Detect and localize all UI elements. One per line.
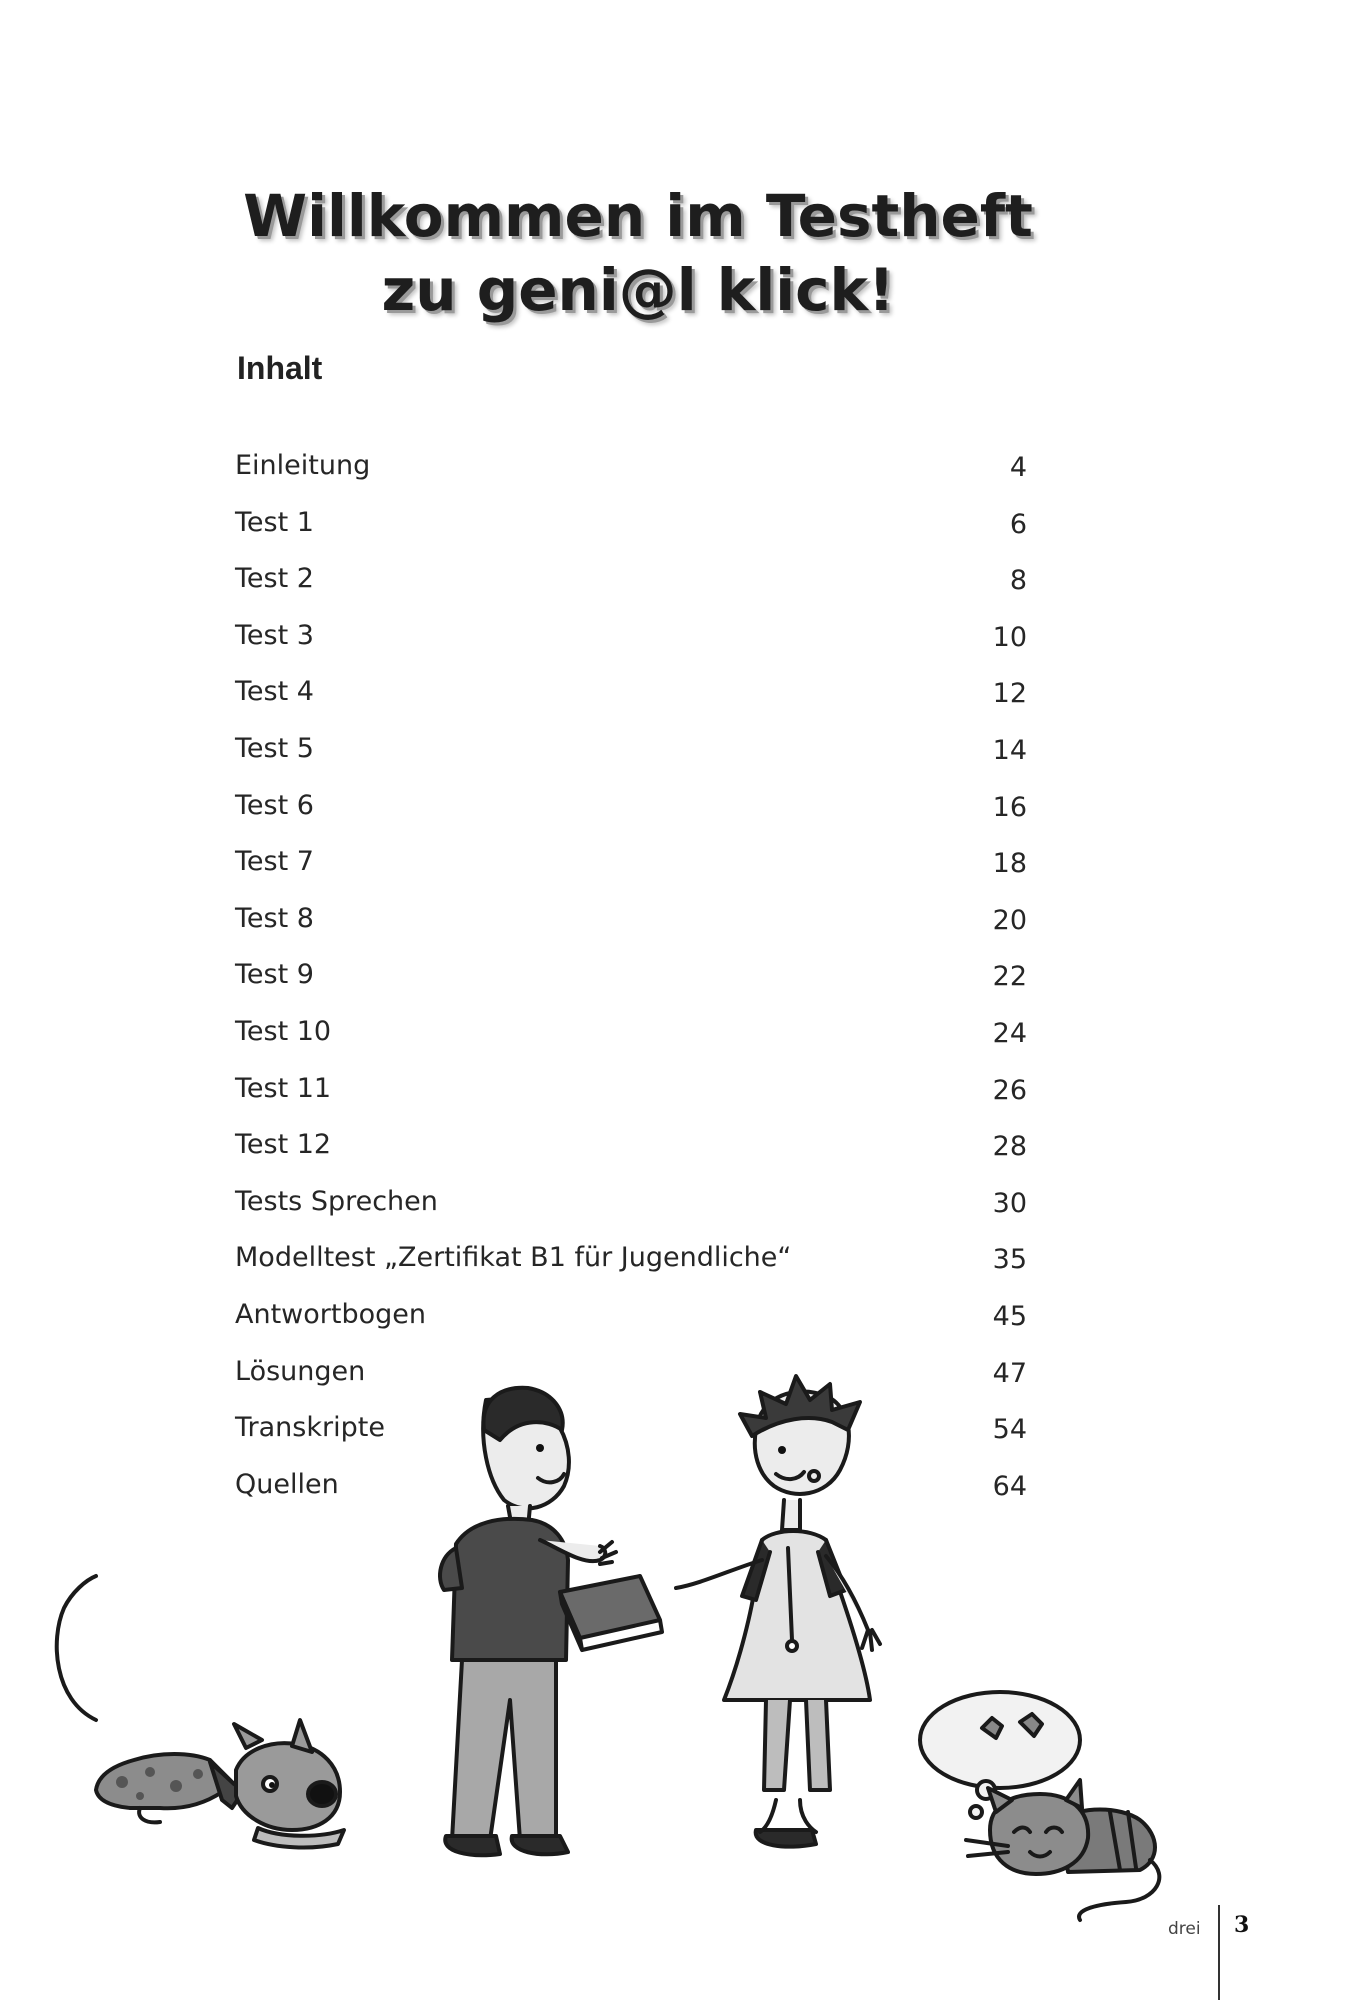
cartoon-illustration: [0, 1350, 1356, 2000]
toc-entry-page: 35: [992, 1244, 1027, 1276]
page-title-line-1: Willkommen im Testheft: [243, 181, 1033, 250]
toc-entry-page: 20: [992, 904, 1027, 936]
page-number: 3: [1234, 1912, 1250, 1938]
footer-divider: [1218, 1905, 1220, 2000]
toc-entry[interactable]: [235, 450, 1027, 507]
toc-entry-label: Tests Sprechen: [235, 1185, 438, 1217]
toc-entry[interactable]: [235, 1129, 1027, 1186]
toc-entry-label: Lösungen: [235, 1355, 366, 1387]
dog-illustration: [57, 1576, 344, 1847]
toc-entry-page: 16: [992, 791, 1027, 823]
toc-entry-label: Test 12: [235, 1129, 332, 1161]
toc-entry[interactable]: [235, 790, 1027, 847]
toc-entry-page: 14: [992, 734, 1027, 766]
toc-entry-label: Transkripte: [235, 1412, 385, 1444]
toc-entry-page: 26: [992, 1074, 1027, 1106]
toc-entry-label: Einleitung: [235, 450, 371, 481]
toc-entry-page: 10: [992, 621, 1027, 653]
toc-entry-label: Antwortbogen: [235, 1298, 426, 1330]
toc-entry[interactable]: [235, 1242, 1027, 1299]
toc-entry-page: 4: [1009, 452, 1027, 483]
toc-entry-page: 6: [1009, 508, 1027, 540]
toc-entry-label: Test 4: [235, 676, 314, 708]
page-title-line-2: zu geni@l klick!: [381, 255, 895, 324]
toc-entry-label: Test 9: [235, 959, 314, 991]
book-illustration: [560, 1576, 662, 1650]
toc-entry-page: 28: [992, 1131, 1027, 1163]
toc-entry-label: Test 7: [235, 846, 314, 878]
page-number-word: drei: [1168, 1919, 1201, 1939]
toc-entry-page: 24: [992, 1017, 1027, 1049]
toc-entry-label: Quellen: [235, 1468, 339, 1500]
contents-heading: Inhalt: [237, 350, 323, 386]
toc-entry-label: Test 8: [235, 902, 314, 934]
toc-entry-label: Test 5: [235, 732, 314, 764]
toc-entry-page: 30: [992, 1187, 1027, 1219]
toc-entry-label: Test 3: [235, 619, 314, 651]
toc-entry-page: 18: [992, 848, 1027, 880]
toc-entry-page: 47: [992, 1357, 1027, 1389]
toc-entry[interactable]: [235, 846, 1027, 903]
toc-entry-label: Test 6: [235, 789, 314, 821]
toc-entry-page: 45: [992, 1300, 1027, 1332]
toc-entry[interactable]: [235, 733, 1027, 790]
toc-entry[interactable]: [235, 507, 1027, 564]
toc-entry-page: 12: [992, 678, 1027, 710]
toc-entry-label: Test 10: [235, 1015, 332, 1047]
toc-entry[interactable]: [235, 620, 1027, 677]
toc-entry[interactable]: [235, 563, 1027, 620]
toc-entry-page: 64: [992, 1470, 1027, 1502]
toc-entry-label: Test 1: [235, 506, 314, 538]
toc-entry-label: Test 2: [235, 563, 314, 595]
toc-entry[interactable]: [235, 1299, 1027, 1356]
toc-entry-label: Modelltest „Zertifikat B1 für Jugendliche“: [235, 1242, 792, 1274]
toc-entry[interactable]: [235, 1186, 1027, 1243]
toc-entry[interactable]: [235, 959, 1027, 1016]
toc-entry-page: 54: [992, 1414, 1027, 1446]
toc-entry-page: 22: [992, 961, 1027, 993]
toc-entry[interactable]: [235, 1073, 1027, 1130]
toc-entry-label: Test 11: [235, 1072, 332, 1104]
girl-illustration: [676, 1376, 880, 1847]
toc-entry-page: 8: [1009, 565, 1027, 597]
toc-entry[interactable]: [235, 676, 1027, 733]
page-title: [0, 179, 1276, 327]
toc-entry[interactable]: [235, 903, 1027, 960]
toc-entry[interactable]: [235, 1016, 1027, 1073]
cat-illustration: [920, 1692, 1159, 1920]
